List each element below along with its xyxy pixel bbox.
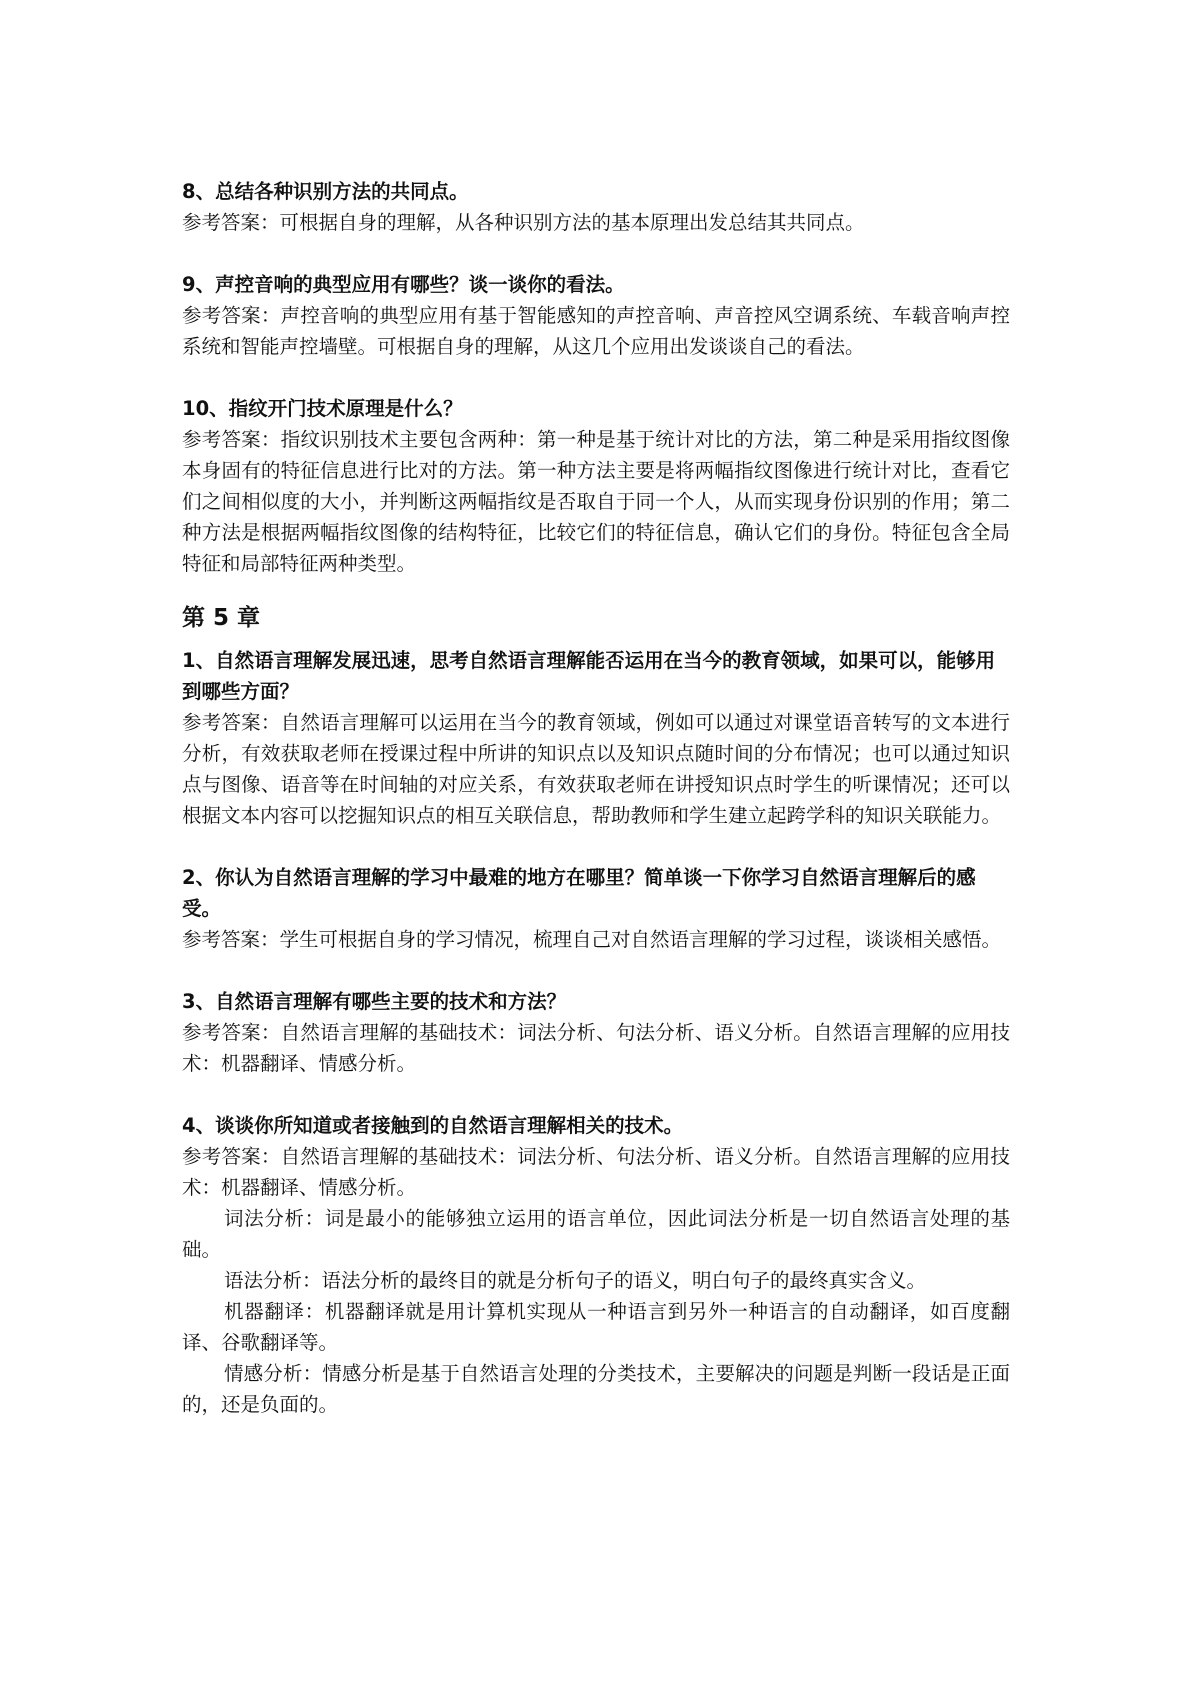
spacer	[182, 831, 1010, 862]
answer-4: 参考答案：自然语言理解的基础技术：词法分析、句法分析、语义分析。自然语言理解的应用技术：机器翻译、情感分析。	[182, 1145, 1010, 1199]
answer-3: 参考答案：自然语言理解的基础技术：词法分析、句法分析、语义分析。自然语言理解的应用技术：机器翻译、情感分析。	[182, 1021, 1010, 1075]
answer-2: 参考答案：学生可根据自身的学习情况，梳理自己对自然语言理解的学习过程，谈谈相关感悟。	[182, 928, 1002, 951]
question-1: 1、自然语言理解发展迅速，思考自然语言理解能否运用在当今的教育领域，如果可以，能够用到哪些方面？	[182, 649, 996, 703]
detail-lexical-analysis: 词法分析：词是最小的能够独立运用的语言单位，因此词法分析是一切自然语言处理的基础。	[182, 1207, 1010, 1261]
question-3: 3、自然语言理解有哪些主要的技术和方法？	[182, 990, 567, 1013]
spacer	[182, 1079, 1010, 1110]
answer-10: 参考答案：指纹识别技术主要包含两种：第一种是基于统计对比的方法，第二种是采用指纹图像本身固有的特征信息进行比对的方法。第一种方法主要是将两幅指纹图像进行统计对比，查看它们之间相似度的大小，并判断这两幅指纹是否取自于同一个人，从而实现身份识别的作用；第二种方法是根据两幅指纹图像的结构特征，比较它们的特征信息，确认它们的身份。特征包含全局特征和局部特征两种类型。	[182, 428, 1010, 575]
spacer	[182, 362, 1010, 393]
spacer	[182, 238, 1010, 269]
detail-machine-translation: 机器翻译：机器翻译就是用计算机实现从一种语言到另外一种语言的自动翻译，如百度翻译、谷歌翻译等。	[182, 1300, 1010, 1354]
answer-1: 参考答案：自然语言理解可以运用在当今的教育领域，例如可以通过对课堂语音转写的文本进行分析，有效获取老师在授课过程中所讲的知识点以及知识点随时间的分布情况；也可以通过知识点与图像、语音等在时间轴的对应关系，有效获取老师在讲授知识点时学生的听课情况；还可以根据文本内容可以挖掘知识点的相互关联信息，帮助教师和学生建立起跨学科的知识关联能力。	[182, 711, 1010, 827]
question-8: 8、总结各种识别方法的共同点。	[182, 180, 469, 203]
spacer	[182, 955, 1010, 986]
chapter-heading: 第 5 章	[182, 605, 261, 631]
question-4: 4、谈谈你所知道或者接触到的自然语言理解相关的技术。	[182, 1114, 684, 1137]
detail-sentiment-analysis: 情感分析：情感分析是基于自然语言处理的分类技术，主要解决的问题是判断一段话是正面的，还是负面的。	[182, 1362, 1010, 1416]
question-10: 10、指纹开门技术原理是什么？	[182, 397, 463, 420]
question-2: 2、你认为自然语言理解的学习中最难的地方在哪里？简单谈一下你学习自然语言理解后的感受。	[182, 866, 976, 920]
answer-8: 参考答案：可根据自身的理解，从各种识别方法的基本原理出发总结其共同点。	[182, 211, 865, 234]
detail-syntax-analysis: 语法分析：语法分析的最终目的就是分析句子的语义，明白句子的最终真实含义。	[224, 1269, 927, 1292]
answer-9: 参考答案：声控音响的典型应用有基于智能感知的声控音响、声音控风空调系统、车载音响声控系统和智能声控墙壁。可根据自身的理解，从这几个应用出发谈谈自己的看法。	[182, 304, 1010, 358]
document-page	[182, 176, 1010, 1420]
question-9: 9、声控音响的典型应用有哪些？谈一谈你的看法。	[182, 273, 625, 296]
